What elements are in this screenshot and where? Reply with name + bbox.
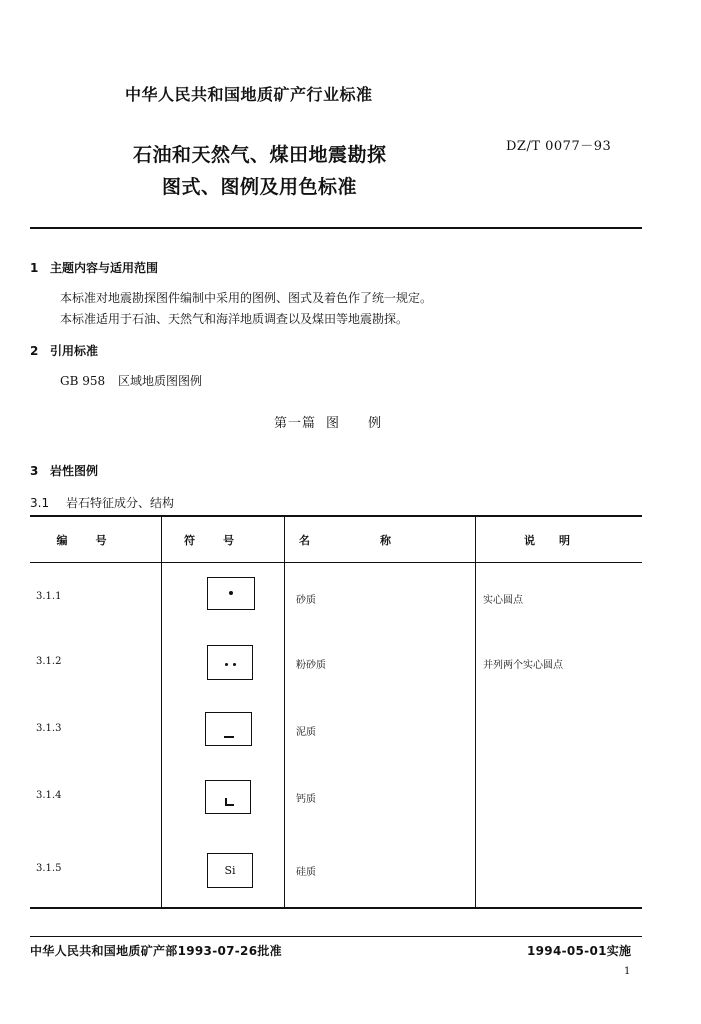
table-bottom-border [30, 907, 642, 909]
section-title: 主题内容与适用范围 [50, 261, 159, 275]
page-number: 1 [624, 966, 631, 977]
dot-icon [207, 577, 255, 610]
table-row-name: 泥质 [296, 727, 316, 738]
section-number: 2 [30, 344, 39, 358]
reference-title: 区域地质图图例 [118, 374, 203, 388]
table-row-code: 3.1.1 [36, 591, 62, 602]
table-row-code: 3.1.4 [36, 790, 62, 801]
table-row-name: 砂质 [296, 595, 316, 606]
table-header-symbol: 符号 [184, 534, 262, 547]
part-heading [274, 412, 382, 431]
footer-divider [30, 936, 642, 937]
section-1-paragraph-1: 本标准对地震勘探图件编制中采用的图例、图式及着色作了统一规定。 [60, 291, 433, 305]
part-word-2: 例 [368, 416, 383, 431]
table-column-divider [475, 516, 476, 908]
implementation-date: 1994-05-01实施 [527, 944, 632, 958]
table-row-name: 钙质 [296, 794, 316, 805]
l-shape-icon [205, 780, 251, 814]
table-header-name: 名称 [299, 534, 461, 547]
si-symbol: Si [207, 853, 253, 888]
table-column-divider [161, 516, 162, 908]
section-title: 岩石特征成分、结构 [66, 496, 175, 510]
dash-icon [205, 712, 252, 746]
section-1-heading [30, 259, 158, 276]
section-title: 引用标准 [50, 344, 99, 358]
part-label: 第一篇 [274, 416, 317, 431]
table-row-code: 3.1.2 [36, 656, 62, 667]
standard-code: DZ/T 0077－93 [506, 139, 612, 154]
section-number: 3 [30, 464, 39, 478]
table-row-code: 3.1.3 [36, 723, 62, 734]
table-top-border [30, 515, 642, 517]
table-row-note: 实心圆点 [483, 595, 523, 606]
approval-line: 中华人民共和国地质矿产部1993-07-26批准 [30, 944, 282, 958]
document-title-line2: 图式、图例及用色标准 [162, 176, 358, 198]
table-row-name: 粉砂质 [296, 660, 326, 671]
table-row-name: 硅质 [296, 867, 316, 878]
section-number: 3.1 [30, 496, 50, 510]
header-divider [30, 227, 642, 229]
table-header-border [30, 562, 642, 563]
reference-standard [60, 372, 202, 389]
table-row-note: 并列两个实心圆点 [483, 660, 563, 671]
section-3-heading [30, 462, 98, 479]
document-title-line1: 石油和天然气、煤田地震勘探 [133, 144, 387, 166]
table-column-divider [284, 516, 285, 908]
part-word-1: 图 [326, 416, 341, 431]
table-header-code: 编号 [56, 534, 135, 547]
section-title: 岩性图例 [50, 464, 99, 478]
section-1-paragraph-2: 本标准适用于石油、天然气和海洋地质调查以及煤田等地震勘探。 [60, 312, 409, 326]
two-dots-icon [207, 645, 253, 680]
table-row-code: 3.1.5 [36, 863, 62, 874]
section-2-heading [30, 342, 98, 359]
section-number: 1 [30, 261, 39, 275]
organization-title: 中华人民共和国地质矿产行业标准 [125, 85, 373, 104]
table-header-note: 说明 [524, 534, 594, 547]
section-3-1-heading [30, 494, 174, 511]
reference-code: GB 958 [60, 374, 106, 388]
